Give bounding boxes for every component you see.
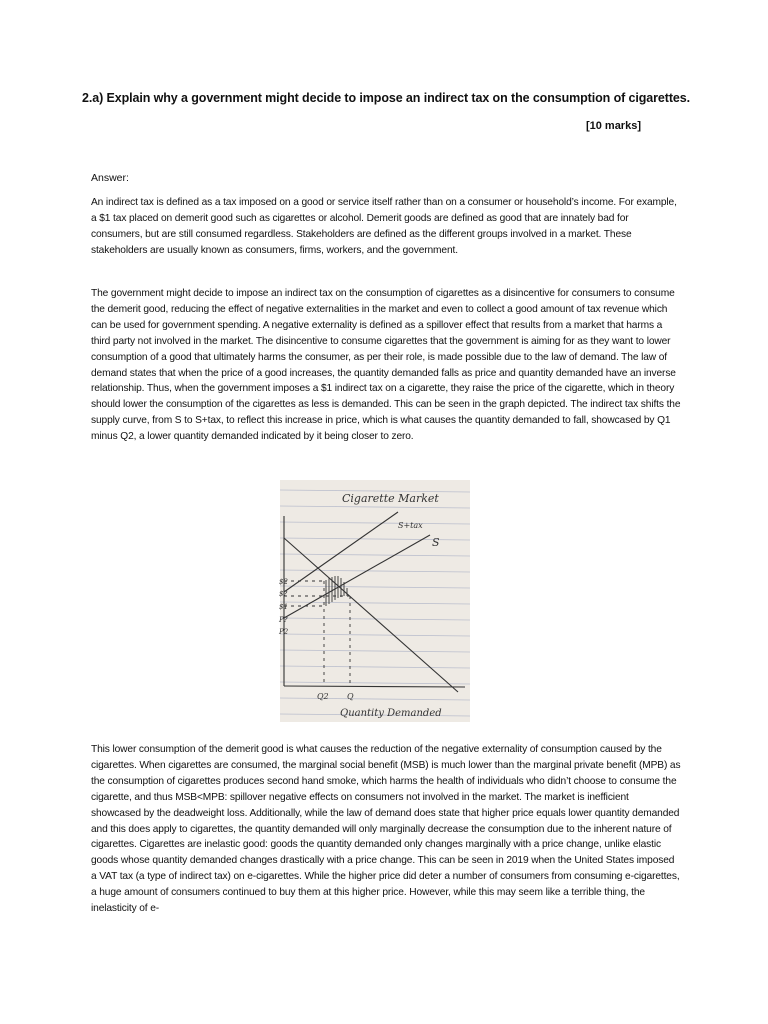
- supply-tax-label: S+tax: [398, 521, 423, 530]
- price-label-p: P?: [279, 616, 288, 624]
- x-axis-label: Quantity Demanded: [340, 708, 442, 719]
- price-label-q: $?: [279, 590, 288, 598]
- marks-label: [10 marks]: [585, 120, 641, 132]
- dashed-guides: [284, 581, 350, 686]
- quantity-label-q: Q: [347, 692, 354, 701]
- graph-title: Cigarette Market: [342, 492, 439, 505]
- ruled-lines: [280, 490, 470, 716]
- price-label-1: $1: [279, 603, 288, 611]
- cigarette-market-graph-photo: [280, 480, 470, 722]
- paragraph-definitions: An indirect tax is defined as a tax imposed on a good or service itself rather than on a consumer or household’s income. For example, a $1 tax placed on demerit good such as cigarettes or alcohol. Demerit goods are defined as good that are innately bad for consumers, but are still consumed regardless. Stakeholders are defined as the different groups involved in a market. These stakeholders are usually known as consumers, firms, workers, and the government.: [91, 197, 677, 256]
- supply-label: S: [432, 536, 440, 549]
- quantity-label-q2: Q2: [317, 692, 329, 701]
- demand-curve: [284, 538, 458, 692]
- price-label-p2: P2: [279, 628, 289, 636]
- deadweight-loss-shading: [326, 576, 347, 606]
- paragraph-externality-inelasticity: This lower consumption of the demerit good is what causes the reduction of the negative externality of consumption caused by the cigarettes. When cigarettes are consumed, the marginal social benefit (MSB) is much lower than the marginal private benefit (MPB) as the consumption of cigarettes produces second hand smoke, which harms the health of individuals who didn’t choose to consume the cigarette, and thus MSB<MPB: spillover negative effects on consumers not involved in the market. The market is inefficient showcased by the deadweight loss. Additionally, while the law of demand does state that higher price equals lower quantity demanded and this does apply to cigarettes, the quantity demanded will only marginally decrease the consumption due to the inherent nature of cigarettes. Cigarettes are inelastic good: goods the quantity demanded only changes marginally with a price change, unlike elastic goods whose quantity demanded changes drastically with a price change. This can be seen in 2019 when the United States imposed a VAT tax (a type of indirect tax) on e-cigarettes. While the higher price did deter a number of consumers from consuming e-cigarettes, a huge amount of consumers continued to buy them at this higher price. However, while this may seem like a terrible thing, the inelasticity of e-: [91, 744, 681, 915]
- hand-drawn-graph: [280, 480, 470, 722]
- answer-label: Answer:: [91, 172, 129, 184]
- paragraph-government-reasoning: The government might decide to impose an indirect tax on the consumption of cigarettes as a disincentive for consumers to consume the demerit good, reducing the effect of negative externalities in the market and even to collect a good amount of tax revenue which can be used for government spending. A negative externality is defined as a spillover effect that results from a market that harms a third party not involved in the market. The disincentive to consume cigarettes that the government is aiming for as they want to lower consumption of a good that ultimately harms the consumer, as per their role, is made possible due to the law of demand. The law of demand states that when the price of a good increases, the quantity demanded falls as price and quantity demanded have an inverse relationship. Thus, when the government imposes a $1 indirect tax on a cigarette, they raise the price of the cigarette, which in theory should lower the consumption of the cigarettes as less is demanded. This can be seen in the graph depicted. The indirect tax shifts the supply curve, from S to S+tax, to reflect this increase in price, which is what causes the quantity demanded to fall, showcased by Q1 minus Q2, a lower quantity demanded indicated by it being closer to zero.: [91, 288, 681, 443]
- price-label-2: $2: [279, 578, 288, 586]
- question-heading: 2.a) Explain why a government might decide to impose an indirect tax on the consumption of cigarettes.: [82, 91, 690, 105]
